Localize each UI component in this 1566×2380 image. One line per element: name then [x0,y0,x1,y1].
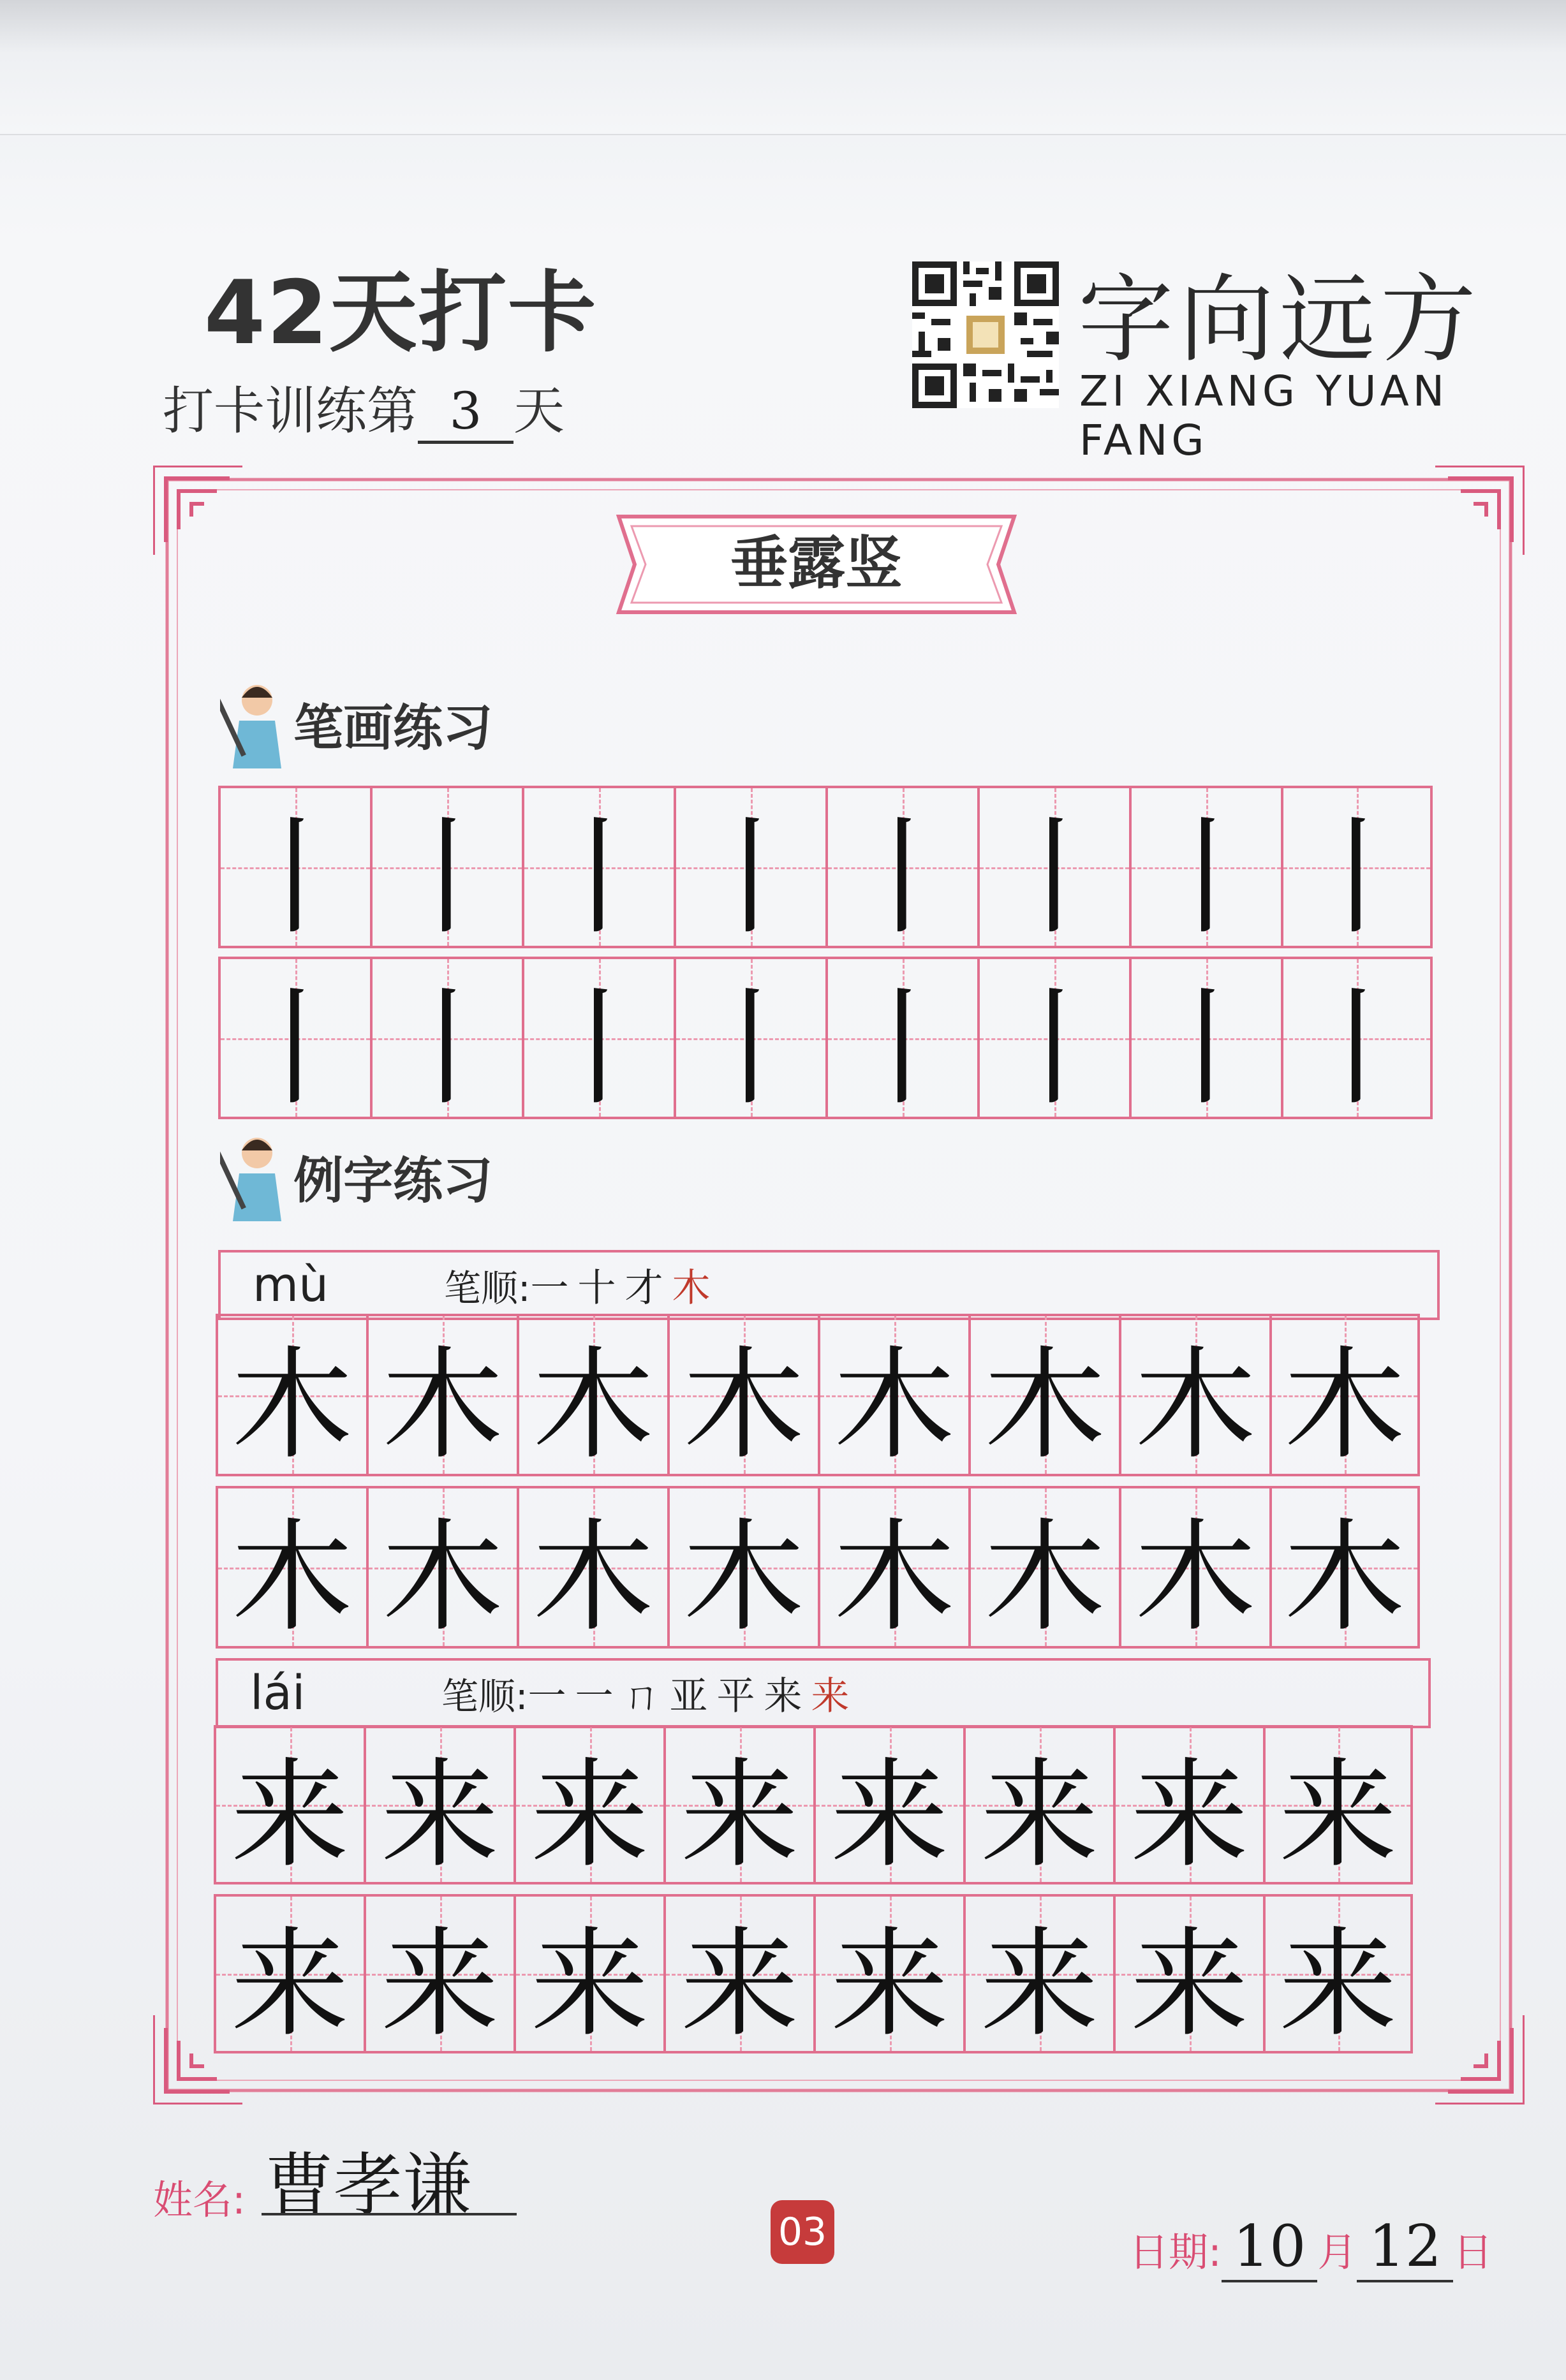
stroke-glyph: 丨 [231,974,359,1123]
char-mu-cell [366,1486,517,1649]
page-curl [0,0,1566,135]
name-underline [262,2213,517,2215]
stroke-glyph: 丨 [686,974,815,1123]
pinyin-mu: mù [253,1258,329,1312]
stroke-glyph: 丨 [231,804,359,952]
stroke-glyph: 丨 [990,974,1118,1123]
char-lai-glyph: 来 [980,1746,1098,1884]
char-mu-glyph: 木 [381,1507,503,1648]
char-grid-lai-row-2 [214,1894,1413,2053]
stroke-order-mu: 一十才木 [530,1266,720,1311]
stroke-glyph: 丨 [1142,974,1270,1123]
stroke-glyph: 丨 [535,974,663,1123]
char-lai-cell [1113,1725,1263,1884]
example-practice-title: 例字练习 [293,1152,493,1210]
char-grid-mu-row-2 [216,1486,1420,1649]
char-lai-cell [1263,1725,1413,1884]
stroke-glyph: 丨 [990,804,1118,952]
char-lai-cell [513,1894,663,2053]
char-mu-cell [667,1314,818,1476]
char-lai-cell [1263,1894,1413,2053]
char-lai-glyph: 来 [681,1746,799,1884]
stroke-glyph: 丨 [1292,974,1421,1123]
day-counter [163,370,565,444]
stroke-order-label: 笔顺: [444,1267,531,1310]
char-lai-glyph: 来 [231,1915,349,2053]
char-mu-glyph: 木 [231,1507,353,1648]
stroke-name: 垂露竖 [730,530,903,597]
char-info-lai [216,1658,1431,1728]
example-practice-header [220,1129,492,1224]
char-lai-glyph: 来 [1130,1915,1248,2053]
stroke-cell [674,957,825,1123]
stroke-cell [1129,786,1281,952]
char-lai-glyph: 来 [980,1915,1098,2053]
stroke-practice-title: 笔画练习 [293,700,493,757]
char-lai-cell [214,1894,364,2053]
qr-code-icon [912,261,1059,408]
char-lai-cell [513,1725,663,1884]
char-lai-glyph: 来 [831,1915,949,2053]
stroke-cell [218,957,370,1123]
stroke-cell [218,786,370,952]
stroke-cell [825,786,977,952]
scholar-icon [220,1129,290,1224]
char-mu-cell [818,1314,968,1476]
char-mu-cell [216,1486,366,1649]
char-mu-cell [366,1314,517,1476]
name-label: 姓名: [153,2177,246,2223]
char-mu-cell [1269,1486,1420,1649]
stroke-glyph: 丨 [838,974,966,1123]
stroke-glyph: 丨 [838,804,966,952]
char-lai-glyph: 来 [531,1746,649,1884]
brand-english: ZI XIANG YUAN FANG [1079,367,1449,465]
char-mu-glyph: 木 [683,1335,804,1476]
char-mu-glyph: 木 [833,1507,955,1648]
char-lai-cell [663,1894,813,2053]
name-value: 曹孝谦 [265,2146,472,2226]
char-mu-glyph: 木 [532,1507,654,1648]
char-mu-glyph: 木 [1283,1507,1405,1648]
char-lai-cell [1113,1894,1263,2053]
char-lai-glyph: 来 [381,1746,499,1884]
page-number-badge: 03 [771,2200,834,2264]
char-mu-glyph: 木 [984,1507,1105,1648]
stroke-grid-row-1 [218,786,1433,952]
stroke-cell [370,786,522,952]
stroke-order-lai: 一一ㄇ亚平来来 [528,1674,859,1719]
stroke-grid-row-2 [218,957,1433,1123]
scholar-icon [220,676,290,772]
pinyin-lai: lái [250,1666,306,1721]
char-lai-glyph: 来 [1279,1915,1397,2053]
day-suffix: 天 [513,381,565,441]
stroke-order-label: 笔顺: [441,1675,528,1718]
stroke-practice-header [220,676,492,772]
char-mu-cell [968,1314,1119,1476]
stroke-glyph: 丨 [383,974,511,1123]
char-mu-glyph: 木 [381,1335,503,1476]
char-lai-glyph: 来 [381,1915,499,2053]
char-mu-cell [517,1486,667,1649]
char-grid-mu-row-1 [216,1314,1420,1476]
date-field [1129,2213,1493,2282]
date-month: 10 [1232,2213,1306,2280]
page-title: 42天打卡 [204,261,598,364]
char-mu-cell [818,1486,968,1649]
char-mu-glyph: 木 [984,1335,1105,1476]
char-mu-cell [1119,1486,1269,1649]
date-day: 12 [1368,2213,1442,2280]
char-mu-glyph: 木 [1134,1335,1256,1476]
stroke-cell [1281,957,1433,1123]
char-lai-glyph: 来 [231,1746,349,1884]
stroke-cell [370,957,522,1123]
char-lai-cell [364,1894,513,2053]
stroke-glyph: 丨 [1292,804,1421,952]
stroke-cell [977,786,1129,952]
stroke-cell [674,786,825,952]
stroke-cell [825,957,977,1123]
char-mu-glyph: 木 [231,1335,353,1476]
stroke-cell [1281,786,1433,952]
char-lai-cell [813,1725,963,1884]
char-lai-cell [813,1894,963,2053]
date-label: 日期: [1129,2229,1222,2275]
char-mu-cell [517,1314,667,1476]
char-mu-glyph: 木 [1134,1507,1256,1648]
char-mu-glyph: 木 [1283,1335,1405,1476]
char-lai-glyph: 来 [831,1746,949,1884]
char-mu-cell [1269,1314,1420,1476]
char-lai-cell [364,1725,513,1884]
brand-logo-text: 字向远方 [1078,265,1482,376]
char-mu-cell [1119,1314,1269,1476]
char-mu-cell [667,1486,818,1649]
char-mu-glyph: 木 [833,1335,955,1476]
day-number: 3 [418,381,513,444]
char-lai-glyph: 来 [1279,1746,1397,1884]
day-label: 日 [1452,2229,1493,2275]
stroke-glyph: 丨 [686,804,815,952]
char-lai-cell [663,1725,813,1884]
char-mu-glyph: 木 [532,1335,654,1476]
stroke-glyph: 丨 [383,804,511,952]
char-mu-glyph: 木 [683,1507,804,1648]
char-lai-cell [214,1725,364,1884]
char-lai-glyph: 来 [681,1915,799,2053]
char-mu-cell [968,1486,1119,1649]
stroke-cell [522,957,674,1123]
char-grid-lai-row-1 [214,1725,1413,1884]
month-label: 月 [1317,2229,1357,2275]
char-mu-cell [216,1314,366,1476]
char-lai-cell [963,1725,1113,1884]
stroke-cell [977,957,1129,1123]
char-lai-cell [963,1894,1113,2053]
char-lai-glyph: 来 [1130,1746,1248,1884]
char-lai-glyph: 来 [531,1915,649,2053]
stroke-glyph: 丨 [535,804,663,952]
stroke-glyph: 丨 [1142,804,1270,952]
day-prefix: 打卡训练第 [163,381,418,441]
stroke-cell [1129,957,1281,1123]
stroke-cell [522,786,674,952]
